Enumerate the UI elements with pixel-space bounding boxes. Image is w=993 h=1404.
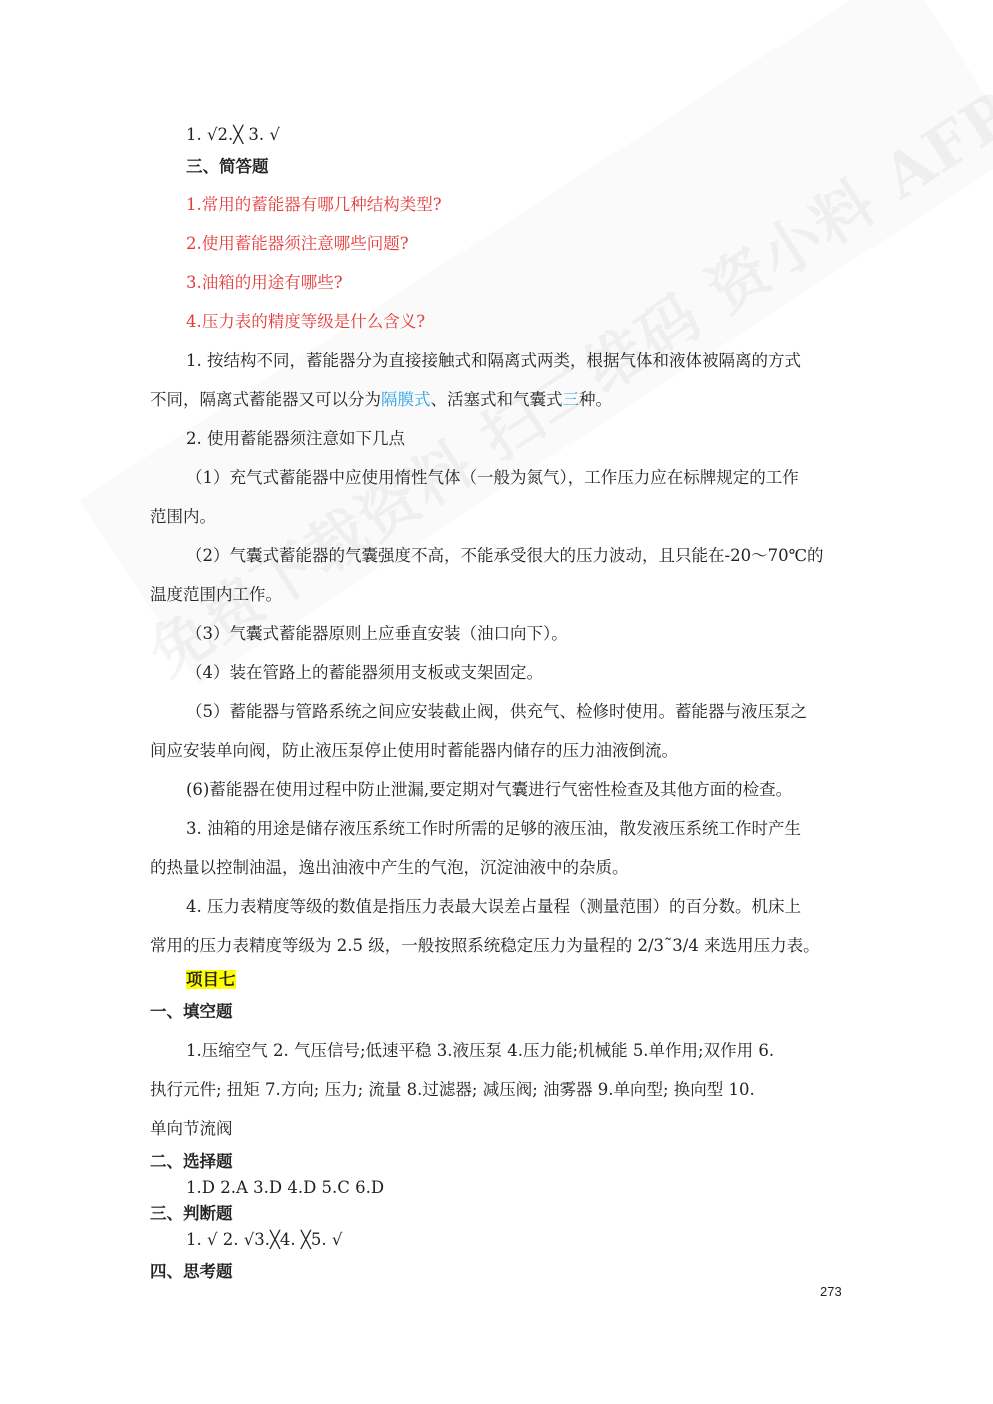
- answer-2-item-5-line-2: 间应安装单向阀，防止液压泵停止使用时蓄能器内储存的压力油液倒流。: [150, 741, 678, 760]
- heading-judge: 三、判断题: [150, 1204, 233, 1223]
- question-3: 3.油箱的用途有哪些?: [186, 273, 343, 292]
- judge-answers: 1. √ 2. √3.╳4. ╳5. √: [186, 1230, 343, 1249]
- answer-2-item-1-line-2: 范围内。: [150, 507, 216, 526]
- fill-answers-line-2: 执行元件; 扭矩 7.方向; 压力; 流量 8.过滤器; 减压阀; 油雾器 9.单向型; 换向型 10.: [150, 1080, 755, 1099]
- answer-2-item-2-line-1: （2）气囊式蓄能器的气囊强度不高，不能承受很大的压力波动，且只能在-20～70℃的: [186, 546, 824, 565]
- project-seven-heading: [186, 969, 236, 991]
- answer-1-highlight-three: 三: [562, 390, 579, 409]
- answer-4-line-2: 常用的压力表精度等级为 2.5 级，一般按照系统稳定压力为量程的 2/3˜3/4 来选用压力表。: [150, 936, 820, 955]
- heading-choice: 二、选择题: [150, 1152, 233, 1171]
- fill-answers-line-1: 1.压缩空气 2. 气压信号;低速平稳 3.液压泵 4.压力能;机械能 5.单作用;双作用 6.: [186, 1041, 775, 1060]
- answer-3-line-1: 3. 油箱的用途是储存液压系统工作时所需的足够的液压油，散发液压系统工作时产生: [186, 819, 801, 838]
- fill-answers-line-3: 单向节流阀: [150, 1119, 233, 1138]
- heading-think: 四、思考题: [150, 1262, 233, 1281]
- answer-1-line-2: [150, 389, 612, 411]
- choice-answers: 1.D 2.A 3.D 4.D 5.C 6.D: [186, 1178, 385, 1197]
- question-2: 2.使用蓄能器须注意哪些问题?: [186, 234, 409, 253]
- question-4: 4.压力表的精度等级是什么含义?: [186, 312, 426, 331]
- answer-4-line-1: 4. 压力表精度等级的数值是指压力表最大误差占量程（测量范围）的百分数。机床上: [186, 897, 801, 916]
- answer-2-item-4: （4）装在管路上的蓄能器须用支板或支架固定。: [186, 663, 543, 682]
- project-seven-highlight: 项目七: [186, 970, 236, 989]
- question-1: 1.常用的蓄能器有哪几种结构类型?: [186, 195, 442, 214]
- heading-short-answer: 三、简答题: [186, 157, 269, 176]
- answer-2-item-6: (6)蓄能器在使用过程中防止泄漏,要定期对气囊进行气密性检查及其他方面的检查。: [186, 780, 793, 799]
- page-number: 273: [820, 1284, 842, 1299]
- answer-1-text-a: 不同，隔离式蓄能器又可以分为: [150, 390, 381, 409]
- heading-fill-in: 一、填空题: [150, 1002, 233, 1021]
- answer-2-item-3: （3）气囊式蓄能器原则上应垂直安装（油口向下）。: [186, 624, 568, 643]
- answer-1-highlight-diaphragm: 隔膜式: [381, 390, 431, 409]
- answer-2-item-2-line-2: 温度范围内工作。: [150, 585, 282, 604]
- answer-2-item-5-line-1: （5）蓄能器与管路系统之间应安装截止阀，供充气、检修时使用。蓄能器与液压泵之: [186, 702, 807, 721]
- answer-3-line-2: 的热量以控制油温，逸出油液中产生的气泡，沉淀油液中的杂质。: [150, 858, 629, 877]
- answer-1-line-1: 1. 按结构不同，蓄能器分为直接接触式和隔离式两类，根据气体和液体被隔离的方式: [186, 351, 801, 370]
- answer-2-item-1-line-1: （1）充气式蓄能器中应使用惰性气体（一般为氮气），工作压力应在标牌规定的工作: [186, 468, 799, 487]
- judge-answers-line: 1. √2.╳ 3. √: [186, 125, 280, 144]
- answer-2-title: 2. 使用蓄能器须注意如下几点: [186, 429, 405, 448]
- watermark-band: [80, 0, 993, 685]
- answer-1-text-b: 、活塞式和气囊式: [430, 390, 563, 409]
- answer-1-text-c: 种。: [579, 390, 612, 409]
